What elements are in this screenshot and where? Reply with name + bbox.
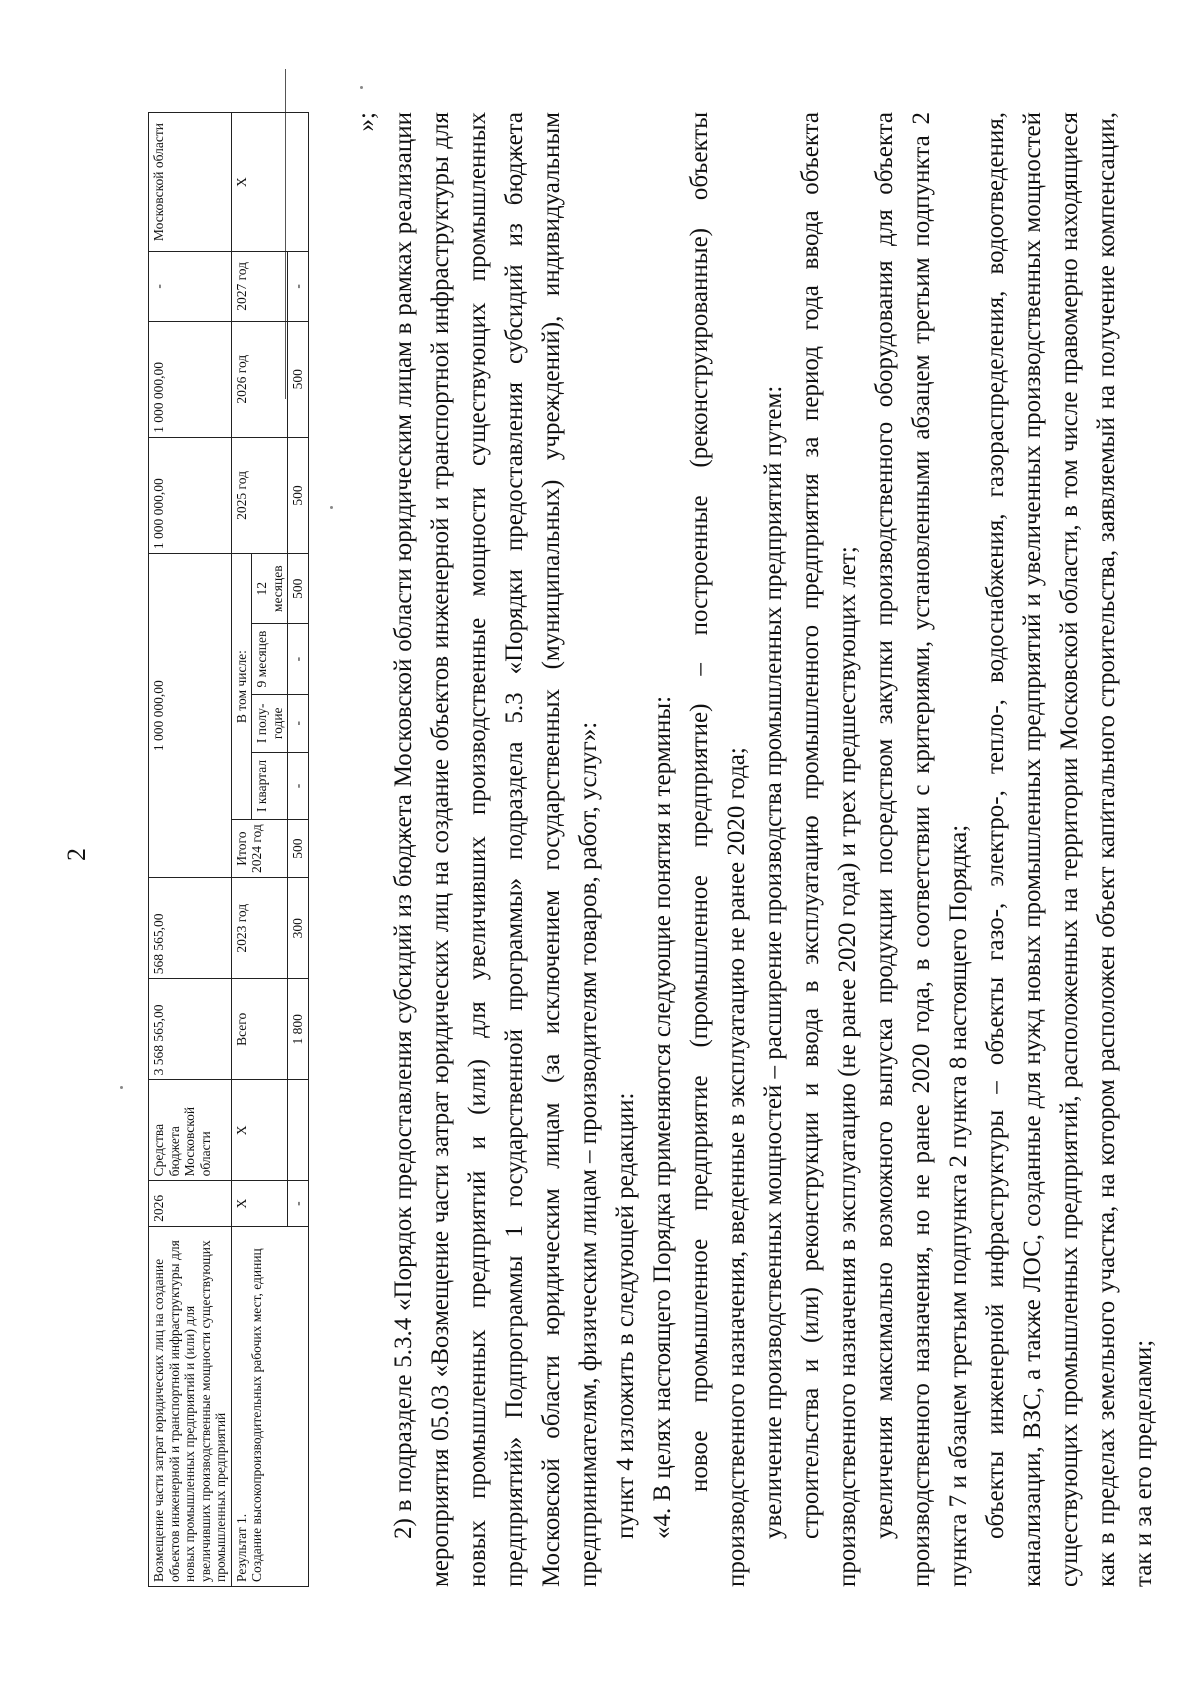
value-m12: 500 — [288, 553, 309, 623]
funding-table — [148, 112, 309, 1587]
document-body — [348, 112, 1162, 1587]
paragraph-2: пункт 4 изложить в следующей редакции: — [612, 1092, 639, 1539]
header-q1: I квартал — [252, 752, 288, 819]
value-first: - — [288, 1180, 309, 1225]
page-number: 2 — [62, 847, 91, 861]
value-2026: 500 — [288, 321, 309, 437]
year-cell: 2026 — [149, 1180, 232, 1225]
sum-total-cell: 3 568 565,00 — [149, 978, 232, 1079]
result-label: Результат 1. — [233, 1513, 249, 1582]
header-2026: 2026 год — [231, 321, 288, 437]
sum-2026-cell: 1 000 000,00 — [149, 321, 232, 437]
paragraph-7: увеличения максимально возможного выпуска продукции посредством закупки производственного оборудования для объекта производственного назначения, но не ранее 2020 года, в соответствии с критериями, установленными абзацем третьим подпункта 2 пункта 7 и абзацем третьим подпункта 2 пункта 8 настоящего Порядка; — [871, 111, 972, 1587]
sum-2025-cell: 1 000 000,00 — [149, 437, 232, 553]
value-m9: - — [288, 623, 309, 693]
x-cell-1: X — [231, 1180, 288, 1225]
x-cell-3: X — [231, 112, 308, 251]
paragraph-3: «4. В целях настоящего Порядка применяются следующие понятия и термины: — [649, 695, 676, 1539]
header-h1: I полу-годие — [252, 694, 288, 752]
value-2024: 500 — [288, 819, 309, 877]
closing-quote: »; — [353, 111, 380, 131]
value-h1: - — [288, 694, 309, 752]
document-page — [30, 49, 1170, 1649]
result-text: Создание высокопроизводительных рабочих мест, единиц — [249, 1247, 265, 1582]
paragraph-5: увеличение производственных мощностей – расширение производства промышленных предприятий путем: — [760, 385, 787, 1539]
table-row-result-header — [231, 112, 252, 1586]
value-2027: - — [288, 251, 309, 320]
header-2025: 2025 год — [231, 437, 288, 553]
header-total: Всего — [231, 978, 288, 1079]
value-q1: - — [288, 752, 309, 819]
value-empty — [288, 1079, 309, 1180]
header-2024-total: Итого 2024 год — [231, 819, 288, 877]
value-2025: 500 — [288, 437, 309, 553]
executor-cell: Московской области — [149, 112, 232, 251]
sum-2024-cell: 1 000 000,00 — [149, 553, 232, 877]
header-2023: 2023 год — [231, 877, 288, 978]
value-2023: 300 — [288, 877, 309, 978]
measure-name-cell: Возмещение части затрат юридических лиц на создание объектов инженерной и транспортной инфраструктуры для новых промышленных предприятий и (или) для увеличивших производственные мощности существующих промышленных предприятий — [149, 1226, 232, 1586]
header-incl: В том числе: — [231, 553, 252, 819]
header-m9: 9 месяцев — [252, 623, 288, 693]
paragraph-1: 2) в подразделе 5.3.4 «Порядок предоставления субсидий из бюджета Московской области юридическим лицам в рамках реализации мероприятия 05.03 «Возмещение части затрат юридических лиц на создание объектов инженерной и транспортной инфраструктуры для новых промышленных предприятий и (или) для увеличивших производственные мощности существующих промышленных предприятий» Подпрограммы 1 государственной программы» подраздела 5.3 «Порядки предоставления субсидий из бюджета Московской области юридическим лицам (за исключением государственных (муниципальных) учреждений), индивидуальным предпринимателям, физическим лицам – производителям товаров, работ, услуг»: — [390, 111, 602, 1587]
header-2027: 2027 год — [231, 251, 288, 320]
paragraph-8: объекты инженерной инфраструктуры – объекты газо-, электро-, тепло-, водоснабжения, газораспределения, водоотведения, канализации, ВЗС, а также ЛОС, созданные для нужд новых промышленных предприятий и увеличенных производственных мощностей существующих промышленных предприятий, расположенных на территории Московской области, в том числе правомерно находящиеся как в пределах земельного участка, на котором расположен объект капитального строительства, заявляемый на получение компенсации, так и за его пределами; — [982, 111, 1157, 1587]
x-cell-2: X — [231, 1079, 288, 1180]
sum-2027-cell: - — [149, 251, 232, 320]
paragraph-4: новое промышленное предприятие (промышленное предприятие) – построенные (реконструированные) объекты производственного назначения, введенные в эксплуатацию не ранее 2020 года; — [686, 111, 750, 1587]
table-row-measure — [149, 112, 232, 1586]
value-total: 1 800 — [288, 978, 309, 1079]
header-m12: 12 месяцев — [252, 553, 288, 623]
sum-2023-cell: 568 565,00 — [149, 877, 232, 978]
result-cell — [231, 1226, 308, 1586]
paragraph-6: строительства и (или) реконструкции и ввода в эксплуатацию промышленного предприятия за период года ввода объекта производственного назначения в эксплуатацию (не ранее 2020 года) и трех предшествующих лет; — [797, 111, 861, 1587]
funding-source-cell: Средства бюджета Московской области — [149, 1079, 232, 1180]
